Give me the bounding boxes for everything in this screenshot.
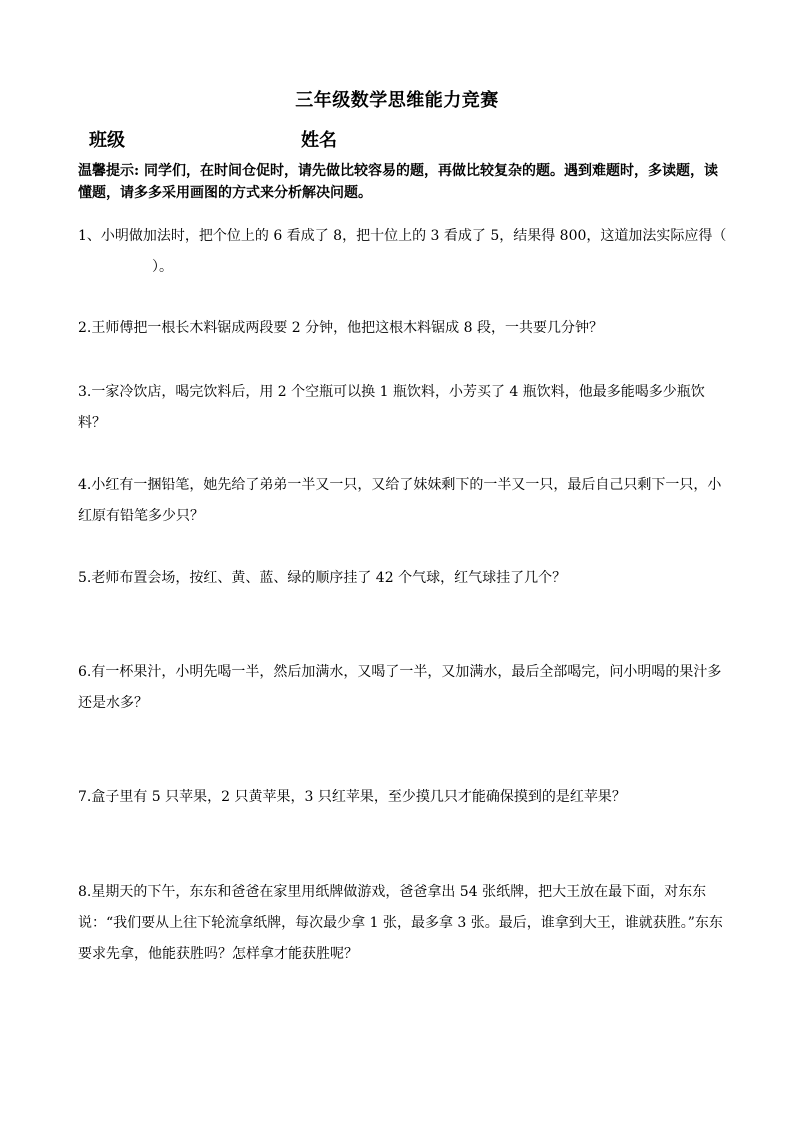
question-8: 8.星期天的下午，东东和爸爸在家里用纸牌做游戏，爸爸拿出 54 张纸牌，把大王放在最下面，对东东说：“我们要从上往下轮流拿纸牌，每次最少拿 1 张，最多拿 3 张。最后，谁拿到大王，谁就获胜。”东东要求先拿，他能获胜吗？怎样拿才能获胜呢？: [78, 884, 723, 962]
question-5: 5.老师布置会场，按红、黄、蓝、绿的顺序挂了 42 个气球，红气球挂了几个？: [78, 570, 567, 586]
page-title: 三年级数学思维能力竞赛: [295, 90, 499, 111]
question-2: 2.王师傅把一根长木料锯成两段要 2 分钟，他把这根木料锯成 8 段，一共要几分钟？: [78, 320, 603, 336]
question-7: 7.盒子里有 5 只苹果，2 只黄苹果，3 只红苹果，至少摸几只才能确保摸到的是红苹果？: [78, 789, 626, 805]
question-1: [78, 221, 728, 283]
question-1-text-end: ）。: [152, 259, 173, 275]
question-6: 6.有一杯果汁，小明先喝一半，然后加满水，又喝了一半，又加满水，最后全部喝完，问小明喝的果汁多还是水多？: [78, 664, 722, 711]
student-info-row: [89, 126, 337, 152]
question-4: 4.小红有一捆铅笔，她先给了弟弟一半又一只，又给了妹妹剩下的一半又一只，最后自己只剩下一只，小红原有铅笔多少只？: [78, 477, 722, 524]
name-label: 姓名: [301, 130, 337, 151]
reminder-tip: 温馨提示: 同学们，在时间仓促时，请先做比较容易的题，再做比较复杂的题。遇到难题时，多读题，读懂题，请多多采用画图的方式来分析解决问题。: [78, 163, 719, 201]
question-1-text: 1、小明做加法时，把个位上的 6 看成了 8，把十位上的 3 看成了 5，结果得 800，这道加法实际应得（: [78, 228, 727, 244]
question-3: 3.一家冷饮店，喝完饮料后，用 2 个空瓶可以换 1 瓶饮料，小芳买了 4 瓶饮料，他最多能喝多少瓶饮料？: [78, 384, 705, 431]
class-label: 班级: [89, 130, 125, 151]
